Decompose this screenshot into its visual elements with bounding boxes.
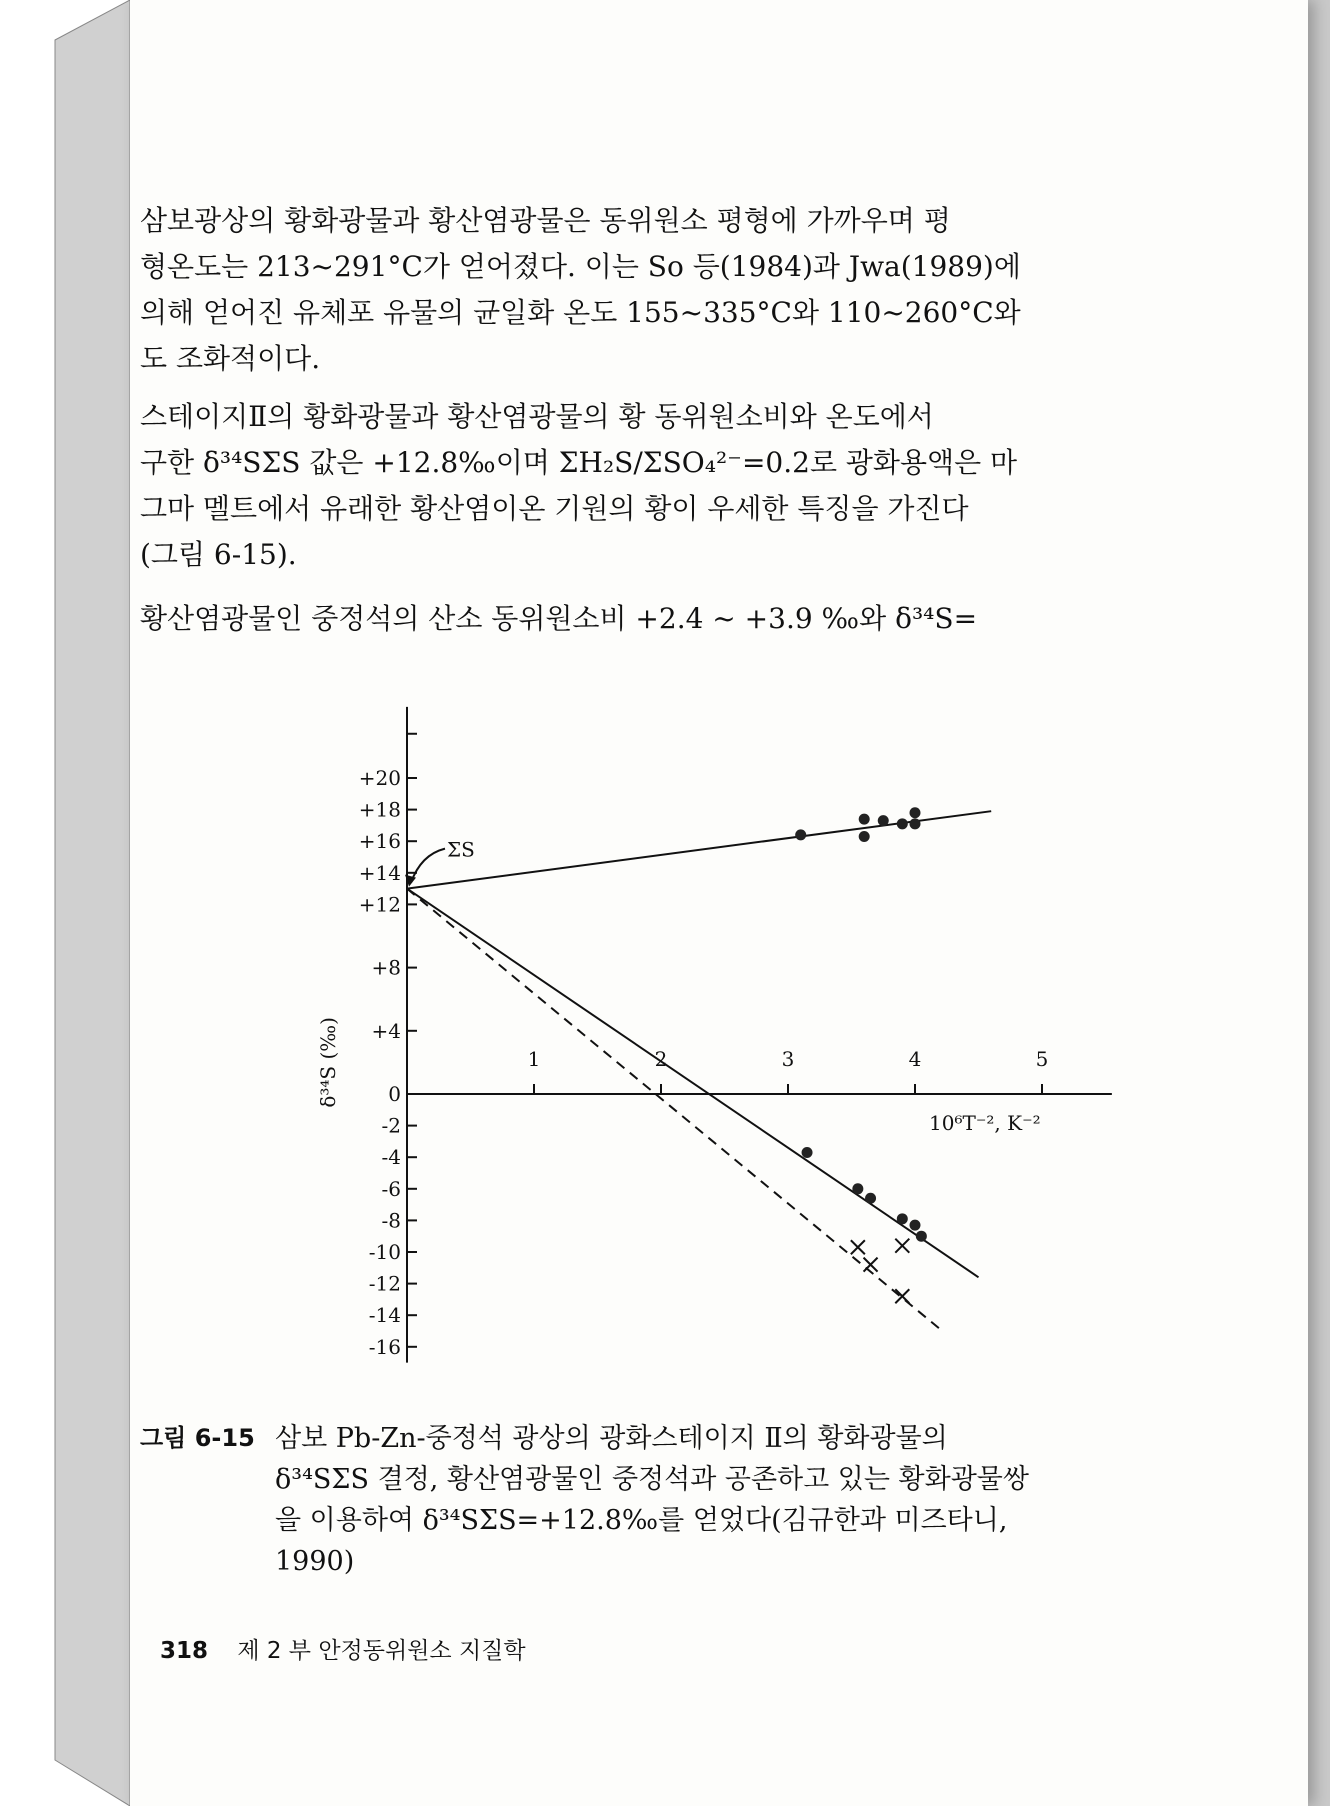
data-point-cross	[851, 1240, 865, 1254]
chart-labels	[316, 766, 1048, 1359]
y-tick-label: +20	[358, 766, 401, 790]
fit-line	[407, 889, 979, 1278]
y-tick-label: -16	[368, 1334, 401, 1359]
data-point-dot	[910, 807, 921, 818]
text-line: 황산염광물인 중정석의 산소 동위원소비 +2.4 ~ +3.9 ‰와 δ³⁴S=	[140, 602, 978, 635]
x-axis-label: 10⁶T⁻², K⁻²	[929, 1111, 1041, 1135]
text-line: (그림 6-15).	[140, 538, 297, 571]
x-tick-label: 4	[908, 1047, 922, 1071]
text-line: 구한 δ³⁴SΣS 값은 +12.8‰이며 ΣH₂S/ΣSO₄²⁻=0.2로 광화용액은 마	[140, 446, 1018, 479]
caption-text	[275, 1418, 1045, 1582]
y-tick-label: -14	[368, 1303, 401, 1328]
page-footer	[160, 1632, 526, 1665]
text-line: 그마 멜트에서 유래한 황산염이온 기원의 황이 우세한 특징을 가진다	[140, 492, 969, 525]
text-line: 삼보광상의 황화광물과 황산염광물은 동위원소 평형에 가까우며 평	[140, 204, 951, 237]
caption-label: 그림 6-15	[140, 1424, 255, 1452]
text-line: 의해 얻어진 유체포 유물의 균일화 온도 155~335°C와 110~260°C와	[140, 296, 1021, 329]
data-point-dot	[916, 1231, 927, 1242]
x-tick-label: 3	[781, 1047, 795, 1071]
data-point-dot	[852, 1183, 863, 1194]
text-line: 형온도는 213~291°C가 얻어졌다. 이는 So 등(1984)과 Jwa(1989)에	[140, 250, 1021, 283]
chart-lines	[405, 811, 991, 1329]
annotation-sigma-s: ΣS	[447, 837, 475, 862]
caption-line: 을 이용하여 δ³⁴SΣS=+12.8‰를 얻었다(김규한과 미즈타니,	[275, 1505, 1008, 1536]
text-line: 도 조화적이다.	[140, 342, 321, 375]
data-point-cross	[895, 1239, 909, 1253]
data-point-dot	[859, 831, 870, 842]
y-tick-label: +18	[358, 797, 401, 822]
section-title: 제 2 부 안정동위원소 지질학	[237, 1638, 526, 1664]
data-point-dot	[878, 815, 889, 826]
x-tick-label: 2	[654, 1047, 668, 1071]
chart-axes	[407, 707, 1112, 1363]
caption-line: 1990)	[275, 1546, 355, 1577]
y-tick-label: -2	[381, 1113, 401, 1138]
y-tick-label: +12	[358, 892, 401, 917]
caption-line: δ³⁴SΣS 결정, 황산염광물인 중정석과 공존하고 있는 황화광물쌍	[275, 1464, 1029, 1495]
text-line: 스테이지Ⅱ의 황화광물과 황산염광물의 황 동위원소비와 온도에서	[140, 400, 934, 433]
y-tick-label: +8	[371, 955, 401, 980]
page-number: 318	[160, 1638, 209, 1664]
dashed-fit-line	[407, 889, 940, 1330]
y-tick-label: -8	[381, 1208, 401, 1233]
x-tick-label: 1	[527, 1047, 541, 1071]
y-tick-label: -6	[381, 1176, 401, 1201]
y-tick-label: +14	[358, 860, 401, 885]
data-point-dot	[910, 1220, 921, 1231]
caption-line: 삼보 Pb-Zn-중정석 광상의 광화스테이지 Ⅱ의 황화광물의	[275, 1423, 948, 1454]
annotation-arrow	[411, 849, 445, 883]
data-point-dot	[910, 818, 921, 829]
data-point-cross	[864, 1258, 878, 1272]
y-tick-label: -10	[368, 1240, 401, 1264]
x-tick-label: 5	[1035, 1047, 1049, 1071]
y-tick-label: +4	[371, 1018, 401, 1043]
y-axis-label: δ³⁴S (‰)	[316, 1017, 340, 1108]
data-point-cross	[895, 1289, 909, 1303]
data-point-dot	[897, 1213, 908, 1224]
data-point-dot	[859, 814, 870, 825]
y-tick-label: -4	[381, 1145, 401, 1170]
y-tick-label: 0	[388, 1082, 401, 1106]
data-point-dot	[795, 829, 806, 840]
y-tick-label: +16	[358, 829, 401, 854]
data-point-dot	[865, 1193, 876, 1204]
y-tick-label: -12	[368, 1271, 401, 1296]
data-point-dot	[897, 818, 908, 829]
data-point-dot	[802, 1147, 813, 1158]
